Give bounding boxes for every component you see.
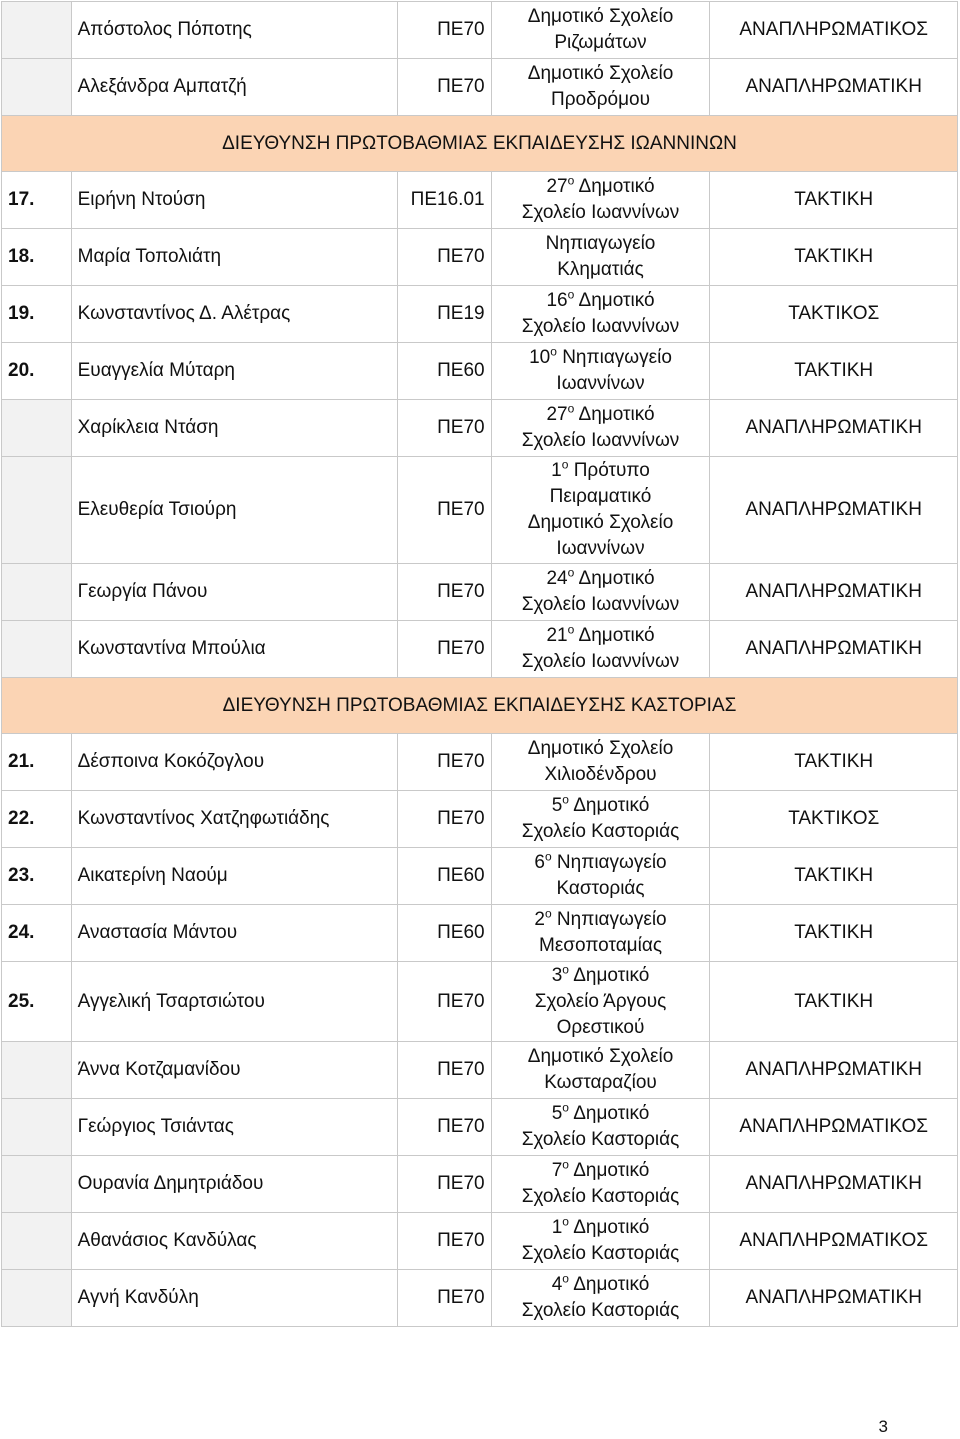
school-name <box>491 59 710 116</box>
table-row <box>2 400 958 457</box>
school-text: Δημοτικό Σχολείο Άργους Ορεστικού <box>534 964 667 1038</box>
school-name <box>491 172 710 229</box>
ordinal-suffix: ο <box>550 344 557 359</box>
school-ordinal: 4 <box>551 1274 563 1295</box>
school-name <box>491 286 710 343</box>
section-header-row <box>2 116 958 172</box>
teacher-name: Αναστασία Μάντου <box>71 905 397 962</box>
specialty-code: ΠΕ70 <box>397 1099 491 1156</box>
school-text: Δημοτικό Σχολείο Καστοριάς <box>521 795 680 842</box>
school-text: Δημοτικό Σχολείο Ριζωμάτων <box>527 6 674 53</box>
specialty-code: ΠΕ70 <box>397 1270 491 1327</box>
specialty-code: ΠΕ70 <box>397 229 491 286</box>
teacher-name: Ουρανία Δημητριάδου <box>71 1156 397 1213</box>
ordinal-suffix: ο <box>567 173 575 188</box>
table-body <box>2 2 958 1327</box>
school-name <box>491 343 710 400</box>
school-text: Νηπιαγωγείο Ιωαννίνων <box>556 347 672 394</box>
school-text: Πρότυπο Πειραματικό Δημοτικό Σχολείο Ιωαννίνων <box>527 460 674 559</box>
school-ordinal: 24 <box>546 568 568 589</box>
page-number: 3 <box>878 1417 888 1436</box>
row-number <box>2 2 72 59</box>
appointment-type: ΤΑΚΤΙΚΗ <box>710 172 958 229</box>
school-ordinal: 21 <box>546 625 568 646</box>
specialty-code: ΠΕ70 <box>397 734 491 791</box>
teacher-name: Αλεξάνδρα Αμπατζή <box>71 59 397 116</box>
school-ordinal: 27 <box>546 404 568 425</box>
table-row <box>2 905 958 962</box>
ordinal-suffix: ο <box>562 1271 569 1286</box>
appointment-type: ΤΑΚΤΙΚΟΣ <box>710 791 958 848</box>
ordinal-suffix: ο <box>562 1157 569 1172</box>
teacher-name: Απόστολος Πόποτης <box>71 2 397 59</box>
school-text: Νηπιαγωγείο Κληματιάς <box>545 233 656 280</box>
teacher-name: Αθανάσιος Κανδύλας <box>71 1213 397 1270</box>
school-text: Νηπιαγωγείο Μεσοποταμίας <box>539 909 667 956</box>
school-name <box>491 457 710 564</box>
school-text: Δημοτικό Σχολείο Ιωαννίνων <box>521 568 680 615</box>
row-number <box>2 564 72 621</box>
table-row <box>2 1042 958 1099</box>
ordinal-suffix: ο <box>567 622 575 637</box>
school-name <box>491 229 710 286</box>
appointment-type: ΑΝΑΠΛΗΡΩΜΑΤΙΚΗ <box>710 1042 958 1099</box>
school-ordinal: 10 <box>529 347 551 368</box>
specialty-code: ΠΕ70 <box>397 962 491 1042</box>
teacher-name: Κωνσταντίνα Μπούλια <box>71 621 397 678</box>
row-number: 23. <box>2 848 72 905</box>
ordinal-suffix: ο <box>562 792 569 807</box>
ordinal-suffix: ο <box>544 906 552 921</box>
row-number: 18. <box>2 229 72 286</box>
specialty-code: ΠΕ70 <box>397 564 491 621</box>
table-row <box>2 1099 958 1156</box>
teacher-name: Ευαγγελία Μύταρη <box>71 343 397 400</box>
specialty-code: ΠΕ60 <box>397 343 491 400</box>
school-name <box>491 1042 710 1099</box>
teacher-name: Μαρία Τοπολιάτη <box>71 229 397 286</box>
row-number: 24. <box>2 905 72 962</box>
school-ordinal: 16 <box>546 290 568 311</box>
row-number <box>2 1270 72 1327</box>
table-row <box>2 564 958 621</box>
table-row <box>2 172 958 229</box>
row-number <box>2 457 72 564</box>
appointment-type: ΑΝΑΠΛΗΡΩΜΑΤΙΚΗ <box>710 564 958 621</box>
appointment-type: ΤΑΚΤΙΚΗ <box>710 343 958 400</box>
specialty-code: ΠΕ70 <box>397 1213 491 1270</box>
school-ordinal: 5 <box>551 795 563 816</box>
school-text: Δημοτικό Σχολείο Ιωαννίνων <box>521 404 680 451</box>
table-row <box>2 791 958 848</box>
ordinal-suffix: ο <box>544 849 552 864</box>
school-name <box>491 1213 710 1270</box>
school-text: Δημοτικό Σχολείο Ιωαννίνων <box>521 625 680 672</box>
row-number: 22. <box>2 791 72 848</box>
table-row <box>2 2 958 59</box>
row-number <box>2 621 72 678</box>
specialty-code: ΠΕ60 <box>397 905 491 962</box>
row-number <box>2 1042 72 1099</box>
specialty-code: ΠΕ70 <box>397 2 491 59</box>
school-text: Δημοτικό Σχολείο Χιλιοδένδρου <box>527 738 674 785</box>
school-text: Δημοτικό Σχολείο Καστοριάς <box>521 1103 680 1150</box>
row-number <box>2 1213 72 1270</box>
teacher-name: Άννα Κοτζαμανίδου <box>71 1042 397 1099</box>
appointment-type: ΑΝΑΠΛΗΡΩΜΑΤΙΚΟΣ <box>710 1213 958 1270</box>
school-ordinal: 1 <box>551 460 562 481</box>
appointment-type: ΑΝΑΠΛΗΡΩΜΑΤΙΚΗ <box>710 400 958 457</box>
appointment-type: ΑΝΑΠΛΗΡΩΜΑΤΙΚΟΣ <box>710 1099 958 1156</box>
teacher-name: Κωνσταντίνος Δ. Αλέτρας <box>71 286 397 343</box>
table-row <box>2 734 958 791</box>
teacher-name: Αικατερίνη Ναούμ <box>71 848 397 905</box>
school-name <box>491 791 710 848</box>
school-ordinal: 7 <box>551 1160 563 1181</box>
appointment-type: ΤΑΚΤΙΚΗ <box>710 848 958 905</box>
school-name <box>491 1270 710 1327</box>
appointment-type: ΑΝΑΠΛΗΡΩΜΑΤΙΚΗ <box>710 457 958 564</box>
appointment-type: ΑΝΑΠΛΗΡΩΜΑΤΙΚΟΣ <box>710 2 958 59</box>
specialty-code: ΠΕ60 <box>397 848 491 905</box>
row-number: 17. <box>2 172 72 229</box>
school-name <box>491 905 710 962</box>
row-number: 21. <box>2 734 72 791</box>
school-name <box>491 2 710 59</box>
teacher-name: Αγνή Κανδύλη <box>71 1270 397 1327</box>
appointment-type: ΑΝΑΠΛΗΡΩΜΑΤΙΚΗ <box>710 621 958 678</box>
teacher-name: Κωνσταντίνος Χατζηφωτιάδης <box>71 791 397 848</box>
school-name <box>491 734 710 791</box>
school-ordinal: 27 <box>546 176 568 197</box>
table-row <box>2 962 958 1042</box>
specialty-code: ΠΕ70 <box>397 1156 491 1213</box>
school-name <box>491 1156 710 1213</box>
row-number <box>2 59 72 116</box>
school-ordinal: 5 <box>551 1103 563 1124</box>
ordinal-suffix: ο <box>567 565 575 580</box>
section-title: ΔΙΕΥΘΥΝΣΗ ΠΡΩΤΟΒΑΘΜΙΑΣ ΕΚΠΑΙΔΕΥΣΗΣ ΙΩΑΝΝΙΝΩΝ <box>2 116 958 172</box>
ordinal-suffix: ο <box>562 1100 569 1115</box>
table-row <box>2 59 958 116</box>
specialty-code: ΠΕ16.01 <box>397 172 491 229</box>
appointments-table <box>1 1 958 1327</box>
appointment-type: ΑΝΑΠΛΗΡΩΜΑΤΙΚΗ <box>710 59 958 116</box>
school-ordinal: 1 <box>551 1217 563 1238</box>
school-ordinal: 2 <box>534 909 545 930</box>
specialty-code: ΠΕ70 <box>397 59 491 116</box>
specialty-code: ΠΕ70 <box>397 621 491 678</box>
table-row <box>2 1213 958 1270</box>
teacher-name: Ελευθερία Τσιούρη <box>71 457 397 564</box>
specialty-code: ΠΕ70 <box>397 457 491 564</box>
specialty-code: ΠΕ19 <box>397 286 491 343</box>
specialty-code: ΠΕ70 <box>397 791 491 848</box>
table-row <box>2 1270 958 1327</box>
ordinal-suffix: ο <box>561 457 569 472</box>
appointment-type: ΤΑΚΤΙΚΟΣ <box>710 286 958 343</box>
specialty-code: ΠΕ70 <box>397 1042 491 1099</box>
section-header-row <box>2 678 958 734</box>
table-row <box>2 457 958 564</box>
appointment-type: ΑΝΑΠΛΗΡΩΜΑΤΙΚΗ <box>710 1270 958 1327</box>
row-number: 20. <box>2 343 72 400</box>
school-name <box>491 1099 710 1156</box>
school-text: Δημοτικό Σχολείο Κωσταραζίου <box>527 1046 674 1093</box>
ordinal-suffix: ο <box>567 401 575 416</box>
row-number <box>2 400 72 457</box>
ordinal-suffix: ο <box>562 1214 569 1229</box>
teacher-name: Γεωργία Πάνου <box>71 564 397 621</box>
row-number <box>2 1156 72 1213</box>
table-row <box>2 229 958 286</box>
school-name <box>491 621 710 678</box>
ordinal-suffix: ο <box>567 287 575 302</box>
school-text: Δημοτικό Σχολείο Ιωαννίνων <box>521 176 680 223</box>
school-text: Δημοτικό Σχολείο Καστοριάς <box>521 1274 680 1321</box>
row-number: 19. <box>2 286 72 343</box>
school-name <box>491 564 710 621</box>
school-text: Δημοτικό Σχολείο Ιωαννίνων <box>521 290 680 337</box>
teacher-name: Αγγελική Τσαρτσιώτου <box>71 962 397 1042</box>
school-name <box>491 400 710 457</box>
appointment-type: ΤΑΚΤΙΚΗ <box>710 229 958 286</box>
table-row <box>2 343 958 400</box>
table-row <box>2 1156 958 1213</box>
section-title: ΔΙΕΥΘΥΝΣΗ ΠΡΩΤΟΒΑΘΜΙΑΣ ΕΚΠΑΙΔΕΥΣΗΣ ΚΑΣΤΟΡΙΑΣ <box>2 678 958 734</box>
ordinal-suffix: ο <box>562 962 569 977</box>
appointment-type: ΑΝΑΠΛΗΡΩΜΑΤΙΚΗ <box>710 1156 958 1213</box>
row-number <box>2 1099 72 1156</box>
specialty-code: ΠΕ70 <box>397 400 491 457</box>
table-row <box>2 621 958 678</box>
school-ordinal: 6 <box>534 852 545 873</box>
school-text: Δημοτικό Σχολείο Καστοριάς <box>521 1160 680 1207</box>
school-name <box>491 962 710 1042</box>
school-text: Δημοτικό Σχολείο Καστοριάς <box>521 1217 680 1264</box>
appointment-type: ΤΑΚΤΙΚΗ <box>710 962 958 1042</box>
school-text: Δημοτικό Σχολείο Προδρόμου <box>527 63 674 110</box>
teacher-name: Δέσποινα Κοκόζογλου <box>71 734 397 791</box>
teacher-name: Γεώργιος Τσιάντας <box>71 1099 397 1156</box>
table-row <box>2 848 958 905</box>
teacher-name: Ειρήνη Ντούση <box>71 172 397 229</box>
school-ordinal: 3 <box>551 964 563 986</box>
school-text: Νηπιαγωγείο Καστοριάς <box>556 852 667 899</box>
teacher-name: Χαρίκλεια Ντάση <box>71 400 397 457</box>
table-row <box>2 286 958 343</box>
school-name <box>491 848 710 905</box>
row-number: 25. <box>2 962 72 1042</box>
appointment-type: ΤΑΚΤΙΚΗ <box>710 905 958 962</box>
appointment-type: ΤΑΚΤΙΚΗ <box>710 734 958 791</box>
